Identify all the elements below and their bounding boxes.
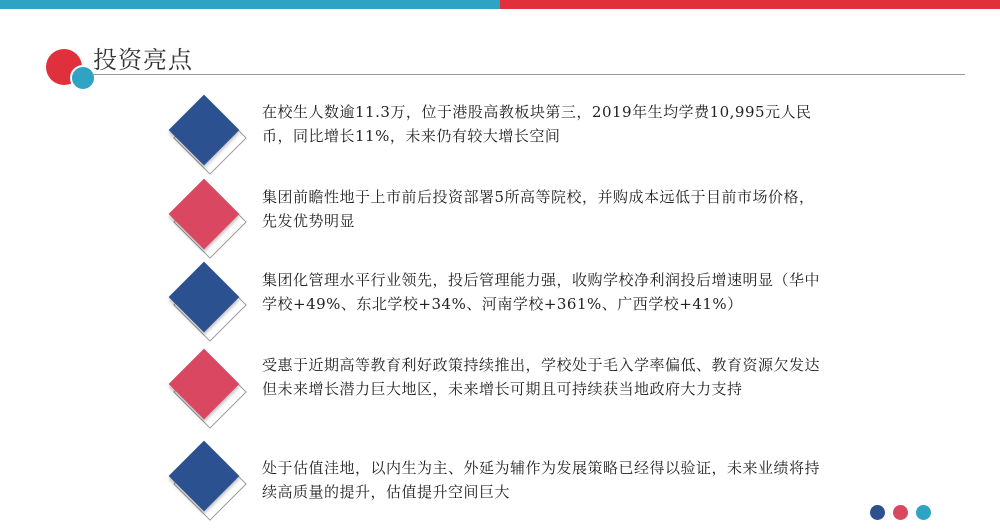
pager-dots <box>870 505 931 520</box>
highlight-item-3 <box>170 263 820 353</box>
highlight-text: 处于估值洼地，以内生为主、外延为辅作为发展策略已经得以验证，未来业绩将持续高质量的提升，估值提升空间巨大 <box>262 459 821 501</box>
title-circles-logo <box>46 49 94 91</box>
pager-dot <box>916 505 931 520</box>
highlight-text: 集团前瞻性地于上市前后投资部署5所高等院校，并购成本远低于目前市场价格，先发优势明显 <box>262 188 815 230</box>
title-divider <box>92 74 965 75</box>
diamond-icon <box>170 180 250 260</box>
page-title: 投资亮点 <box>93 46 193 74</box>
highlight-item-1 <box>170 96 820 186</box>
diamond-icon <box>170 350 250 430</box>
diamond-icon <box>170 263 250 343</box>
diamond-icon <box>170 96 250 176</box>
top-accent-bar <box>0 0 1000 9</box>
highlight-text: 受惠于近期高等教育利好政策持续推出，学校处于毛入学率偏低、教育资源欠发达但未来增长潜力巨大地区，未来增长可期且可持续获当地政府大力支持 <box>262 356 821 398</box>
highlight-text: 集团化管理水平行业领先，投后管理能力强，收购学校净利润投后增速明显（华中学校+49%、东北学校+34%、河南学校+361%、广西学校+41%） <box>262 271 821 313</box>
highlight-text: 在校生人数逾11.3万，位于港股高教板块第三，2019年生均学费10,995元人民币，同比增长11%，未来仍有较大增长空间 <box>262 103 812 145</box>
pager-dot <box>870 505 885 520</box>
diamond-icon <box>170 442 250 522</box>
top-bar-blue-segment <box>0 0 500 9</box>
pager-dot <box>893 505 908 520</box>
top-bar-red-segment <box>500 0 1000 9</box>
highlight-item-2 <box>170 180 820 270</box>
highlight-item-4 <box>170 350 820 440</box>
highlight-item-5 <box>170 442 820 532</box>
